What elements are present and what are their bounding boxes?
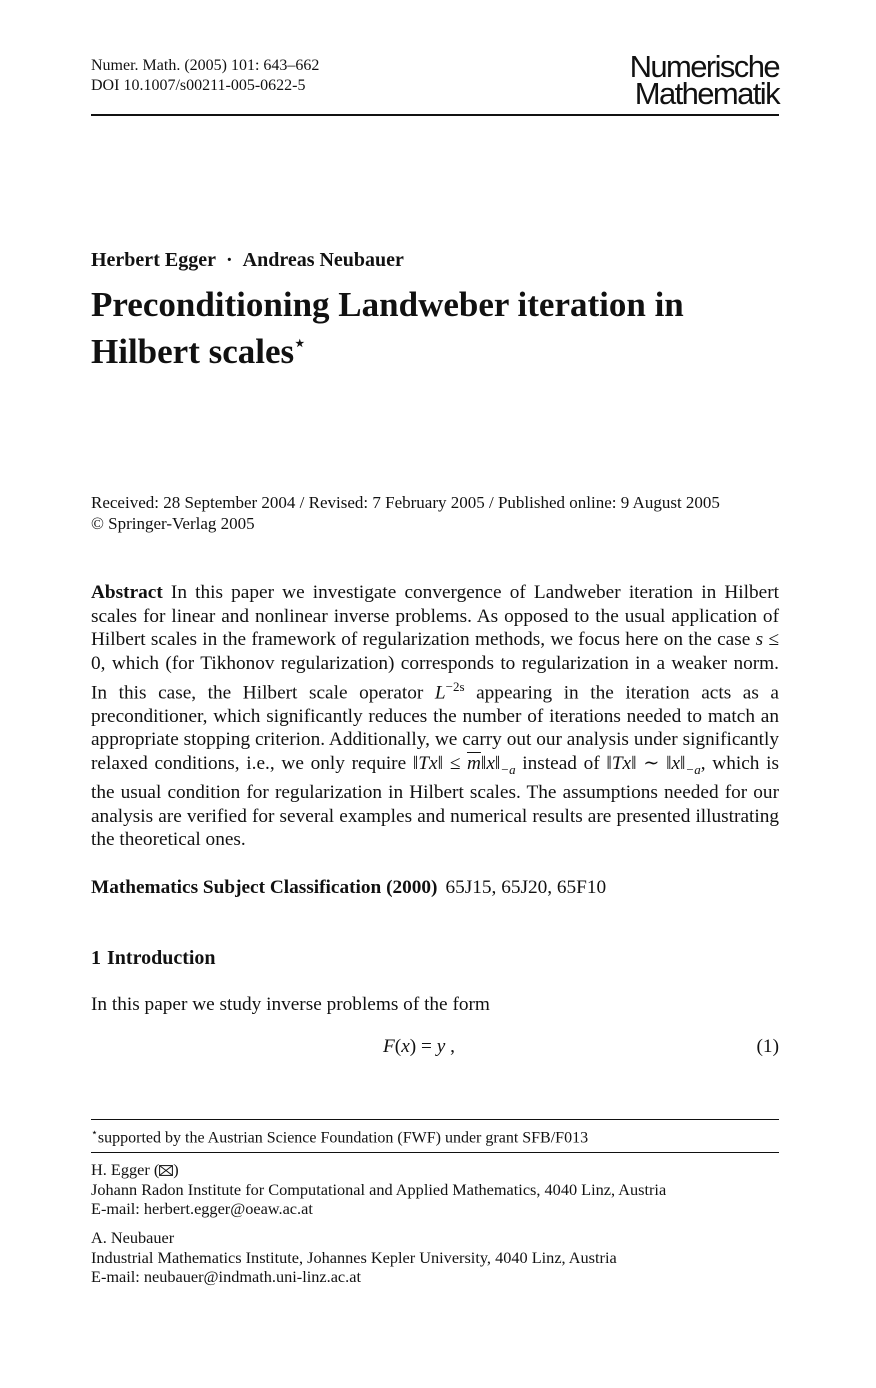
section-heading	[91, 947, 216, 970]
math-s: s	[755, 629, 764, 650]
affiliation-name: A. Neubauer	[91, 1228, 175, 1247]
date-history: Received: 28 September 2004 / Revised: 7 February 2005 / Published online: 9 August 2005	[91, 493, 720, 512]
paper-title	[91, 286, 779, 371]
math-operator-L: L	[434, 682, 446, 704]
footnote-marker: ⋆	[91, 1127, 98, 1139]
msc-label: Mathematics Subject Classification (2000)	[91, 877, 438, 898]
author-list	[91, 249, 404, 272]
affiliation-institute: Johann Radon Institute for Computational and Applied Mathematics, 4040 Linz, Austria	[91, 1179, 667, 1199]
equation-body: F(x) = y ,	[383, 1036, 455, 1057]
author-2: Andreas Neubauer	[242, 249, 404, 271]
abstract: Abstract In this paper we investigate convergence of Landweber iteration in Hilbert scales for linear and nonlinear inverse problems. As opposed to the usual application of Hilbert scales in the framework of regularization methods, we focus here on the case s ≤ 0, which (for Tikhonov regularization) corresponds to regularization in a weaker norm. In this case, the Hilbert scale operator $L^{-2s}$ appearing in the iteration acts as a preconditioner, which significantly reduces the number of iterations needed to match an appropriate stopping criterion. Additionally, we carry out our analysis under significantly relaxed conditions, i.e., we only require ‖Tx‖ ≤ $\overline{m}‖x‖_{-a}$ instead of ‖Tx‖ ∼ $‖x‖_{-a}$, which is the usual condition for regularization in Hilbert scales. The assumptions needed for our analysis are verified for several examples and numerical results are presented illustrating the theoretical ones.	[91, 582, 779, 851]
brand-line-1: Numerische	[629, 49, 779, 84]
msc-codes: 65J15, 65J20, 65F10	[445, 877, 607, 898]
journal-header	[91, 56, 319, 96]
brand-line-2: Mathematik	[634, 76, 779, 111]
msc-classification	[91, 877, 606, 899]
footnote-text: supported by the Austrian Science Foundation (FWF) under grant SFB/F013	[97, 1129, 589, 1147]
doi: DOI 10.1007/s00211-005-0622-5	[91, 77, 306, 94]
abstract-label: Abstract	[91, 582, 163, 603]
math-condition-2: ‖Tx‖ ∼ $‖x‖_{-a}$	[606, 752, 701, 777]
equation-1	[91, 1036, 779, 1060]
footnote-rule	[91, 1119, 779, 1120]
affiliation-neubauer	[91, 1228, 617, 1287]
section-title: Introduction	[107, 947, 216, 969]
title-line-2: Hilbert scales⋆	[91, 332, 306, 371]
intro-paragraph: In this paper we study inverse problems of the form	[91, 994, 490, 1015]
title-line-1: Preconditioning Landweber iteration in	[91, 285, 684, 324]
affiliation-email: E-mail: herbert.egger@oeaw.ac.at	[91, 1199, 313, 1218]
affiliation-name: H. Egger ( )	[91, 1160, 179, 1179]
publication-dates	[91, 492, 720, 534]
paper-page	[91, 0, 779, 1388]
math-condition-1: ‖Tx‖ ≤ $\overline{m}‖x‖_{-a}$	[412, 752, 516, 777]
affiliation-institute: Industrial Mathematics Institute, Johannes Kepler University, 4040 Linz, Austria	[91, 1247, 617, 1267]
affiliation-rule	[91, 1152, 779, 1153]
author-1: Herbert Egger	[91, 249, 216, 271]
author-separator: ·	[225, 249, 233, 271]
journal-citation: Numer. Math. (2005) 101: 643–662	[91, 57, 320, 74]
title-footnote-marker: ⋆	[294, 333, 306, 353]
affiliation-email: E-mail: neubauer@indmath.uni-linz.ac.at	[91, 1267, 361, 1286]
journal-logo	[629, 49, 779, 111]
header-rule	[91, 114, 779, 116]
envelope-icon	[159, 1165, 173, 1176]
section-number: 1	[91, 947, 101, 969]
footnote	[91, 1126, 588, 1147]
affiliation-egger	[91, 1160, 666, 1219]
copyright: © Springer-Verlag 2005	[91, 514, 255, 533]
equation-number: (1)	[756, 1036, 779, 1057]
